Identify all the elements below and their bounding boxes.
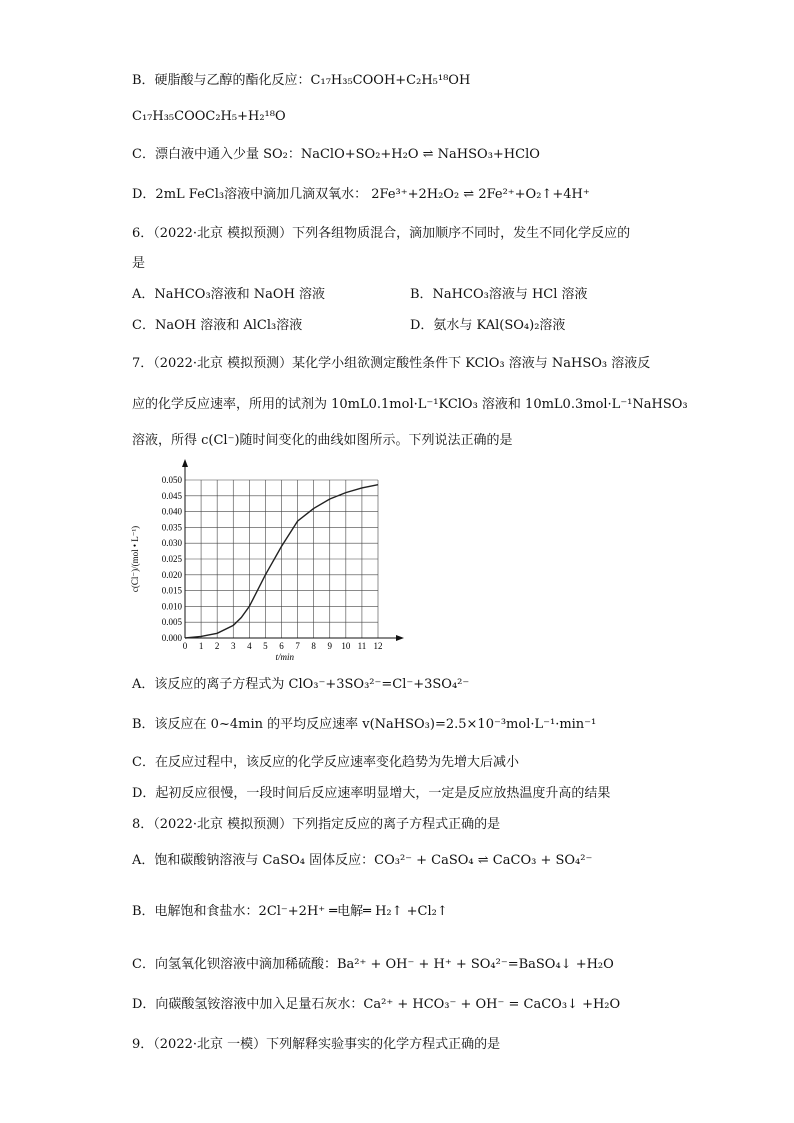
x-tick-label: 8 <box>311 641 316 651</box>
question-7-option-b: B．该反应在 0~4min 的平均反应速率 v(NaHSO₃)=2.5×10⁻³mol·L⁻¹·min⁻¹ <box>132 717 597 732</box>
y-tick-label: 0.040 <box>161 506 182 517</box>
question-7-stem-cont1: 应的化学反应速率，所用的试剂为 10mL0.1mol·L⁻¹KClO₃ 溶液和 10mL0.3mol·L⁻¹NaHSO₃ <box>132 397 688 412</box>
x-tick-label: 1 <box>198 641 204 651</box>
question-7-stem: 7．（2022·北京 模拟预测）某化学小组欲测定酸性条件下 KClO₃ 溶液与 NaHSO₃ 溶液反 <box>132 356 651 371</box>
y-tick-label: 0.050 <box>161 475 182 485</box>
x-tick-label: 0 <box>182 641 188 651</box>
question-7-option-d: D．起初反应很慢，一段时间后反应速率明显增大，一定是反应放热温度升高的结果 <box>132 786 611 801</box>
line-b-esterification: B．硬脂酸与乙醇的酯化反应：C₁₇H₃₅COOH+C₂H₅¹⁸OH <box>132 73 471 88</box>
x-tick-label: 11 <box>357 641 367 651</box>
y-tick-label: 0.020 <box>161 569 182 580</box>
question-6-option-a: A．NaHCO₃溶液和 NaOH 溶液 <box>132 287 326 302</box>
question-7-stem-cont2: 溶液，所得 c(Cl⁻)随时间变化的曲线如图所示。下列说法正确的是 <box>132 433 513 448</box>
x-tick-label: 5 <box>263 641 268 651</box>
x-tick-label: 9 <box>327 641 332 651</box>
x-tick-label: 6 <box>279 641 284 651</box>
y-tick-label: 0.010 <box>161 601 182 612</box>
y-tick-label: 0.025 <box>161 554 182 564</box>
question-6-option-c: C．NaOH 溶液和 AlCl₃溶液 <box>132 318 303 333</box>
y-axis-label: c(Cl⁻)/(mol • L⁻¹) <box>130 525 140 593</box>
chart-svg <box>130 455 410 665</box>
y-tick-label: 0.005 <box>161 617 182 628</box>
question-8-option-b: B．电解饱和食盐水：2Cl⁻+2H⁺ ═电解═ H₂↑ +Cl₂↑ <box>132 904 448 919</box>
x-tick-label: 2 <box>214 641 220 651</box>
concentration-time-chart <box>130 455 410 665</box>
y-tick-label: 0.015 <box>161 585 182 596</box>
y-tick-label: 0.030 <box>161 538 182 549</box>
line-c-bleach: C．漂白液中通入少量 SO₂：NaClO+SO₂+H₂O ⇌ NaHSO₃+HClO <box>132 147 540 162</box>
y-tick-label: 0.045 <box>161 490 182 501</box>
x-axis-label: t/min <box>275 652 294 662</box>
line-b-esterification-cont: C₁₇H₃₅COOC₂H₅+H₂¹⁸O <box>132 109 286 124</box>
question-7-option-c: C．在反应过程中，该反应的化学反应速率变化趋势为先增大后减小 <box>132 755 519 770</box>
question-8-option-c: C．向氢氧化钡溶液中滴加稀硫酸：Ba²⁺ + OH⁻ + H⁺ + SO₄²⁻=BaSO₄↓ +H₂O <box>132 957 614 972</box>
question-7-option-a: A．该反应的离子方程式为 ClO₃⁻+3SO₃²⁻=Cl⁻+3SO₄²⁻ <box>132 677 470 692</box>
x-tick-label: 3 <box>231 641 236 651</box>
question-8-option-d: D．向碳酸氢铵溶液中加入足量石灰水：Ca²⁺ + HCO₃⁻ + OH⁻ = CaCO₃↓ +H₂O <box>132 997 621 1012</box>
line-d-fecl3: D．2mL FeCl₃溶液中滴加几滴双氧水： 2Fe³⁺+2H₂O₂ ⇌ 2Fe²⁺+O₂↑+4H⁺ <box>132 187 590 202</box>
x-axis-arrow <box>396 635 404 641</box>
y-tick-label: 0.035 <box>161 522 182 533</box>
question-9-stem: 9．（2022·北京 一模）下列解释实验事实的化学方程式正确的是 <box>132 1037 501 1052</box>
x-tick-label: 12 <box>373 641 383 651</box>
x-tick-label: 7 <box>295 641 300 651</box>
x-tick-label: 4 <box>247 641 252 651</box>
question-8-stem: 8．（2022·北京 模拟预测）下列指定反应的离子方程式正确的是 <box>132 817 501 832</box>
question-6-stem-cont: 是 <box>132 256 146 271</box>
question-6-option-d: D．氨水与 KAl(SO₄)₂溶液 <box>410 318 566 333</box>
question-6-option-b: B．NaHCO₃溶液与 HCl 溶液 <box>410 287 588 302</box>
y-tick-label: 0.000 <box>161 633 182 643</box>
question-8-option-a: A．饱和碳酸钠溶液与 CaSO₄ 固体反应：CO₃²⁻ + CaSO₄ ⇌ CaCO₃ + SO₄²⁻ <box>132 853 593 868</box>
x-tick-label: 10 <box>341 641 351 651</box>
question-6-stem: 6．（2022·北京 模拟预测）下列各组物质混合，滴加顺序不同时，发生不同化学反应的 <box>132 226 631 241</box>
y-axis-arrow <box>182 459 188 467</box>
